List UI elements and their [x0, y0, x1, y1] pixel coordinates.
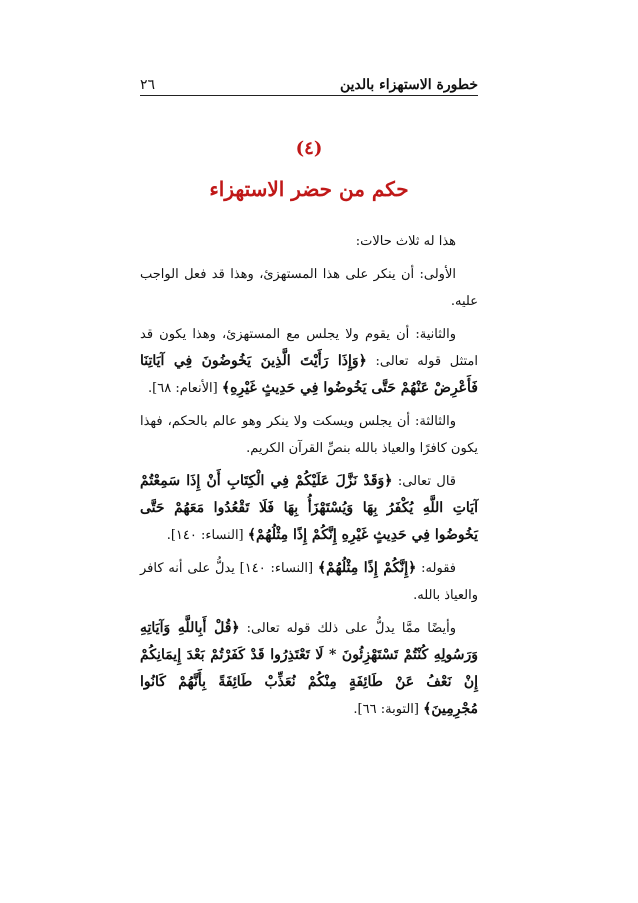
quran-verse-tawbah: ﴿قُلْ أَبِاللَّهِ وَآيَاتِهِ وَرَسُولِهِ كُنْتُمْ تَسْتَهْزِئُونَ * لَا تَعْتَذِرُوا قَدْ كَفَرْتُمْ بَعْدَ إِيمَانِكُمْ إِنْ نَعْفُ عَنْ طَائِفَةٍ مِنْكُمْ نُعَذِّبْ طَائِفَةً بِأَنَّهُمْ كَانُوا مُجْرِمِينَ﴾ [140, 620, 478, 717]
verse-reference-anam: [الأنعام: ٦٨]. [148, 381, 218, 396]
paragraph-5 [140, 468, 478, 549]
paragraph-2: الأولى: أن ينكر على هذا المستهزئ، وهذا قد فعل الواجب عليه. [140, 267, 478, 309]
verse-reference-nisa: [النساء: ١٤٠]. [166, 528, 244, 543]
paragraph-1: هذا له ثلاث حالات: [355, 234, 456, 249]
quran-verse-anam: ﴿وَإِذَا رَأَيْتَ الَّذِينَ يَخُوضُونَ فِي آيَاتِنَا فَأَعْرِضْ عَنْهُمْ حَتَّى يَخُوضُوا فِي حَدِيثٍ غَيْرِهِ﴾ [140, 353, 478, 396]
quran-verse-nisa: ﴿وَقَدْ نَزَّلَ عَلَيْكُمْ فِي الْكِتَابِ أَنْ إِذَا سَمِعْتُمْ آيَاتِ اللَّهِ يُكْفَرُ بِهَا وَيُسْتَهْزَأُ بِهَا فَلَا تَقْعُدُوا مَعَهُمْ حَتَّى يَخُوضُوا فِي حَدِيثٍ غَيْرِهِ إِنَّكُمْ إِذًا مِثْلُهُمْ﴾ [140, 473, 478, 543]
page-number: ٢٦ [140, 77, 156, 93]
paragraph-3-intro: والثانية: أن يقوم ولا يجلس مع المستهزئ، وهذا يكون قد امتثل قوله تعالى: [140, 327, 478, 369]
paragraph-3 [140, 321, 478, 402]
header-rule [140, 95, 478, 96]
page-header [140, 71, 478, 93]
paragraph-6-rest: [النساء: ١٤٠] يدلُّ على أنه كافر والعياذ بالله. [140, 561, 478, 603]
verse-reference-tawbah: [التوبة: ٦٦]. [353, 702, 419, 717]
paragraph-6-intro: فقوله: [421, 561, 456, 576]
paragraph-7 [140, 615, 478, 723]
paragraph-7-intro: وأيضًا ممَّا يدلُّ على ذلك قوله تعالى: [246, 621, 456, 636]
body-text [140, 228, 478, 729]
chapter-title: حكم من حضر الاستهزاء [209, 177, 409, 201]
paragraph-5-intro: قال تعالى: [397, 474, 456, 489]
chapter-number: (٤) [295, 138, 323, 159]
running-title: خطورة الاستهزاء بالدين [339, 77, 478, 93]
quran-verse-nisa-excerpt: ﴿إِنَّكُمْ إِذًا مِثْلُهُمْ﴾ [317, 560, 417, 576]
paragraph-6 [140, 555, 478, 609]
paragraph-4: والثالثة: أن يجلس ويسكت ولا ينكر وهو عالم بالحكم، فهذا يكون كافرًا والعياذ بالله بنصِّ القرآن الكريم. [140, 414, 478, 456]
